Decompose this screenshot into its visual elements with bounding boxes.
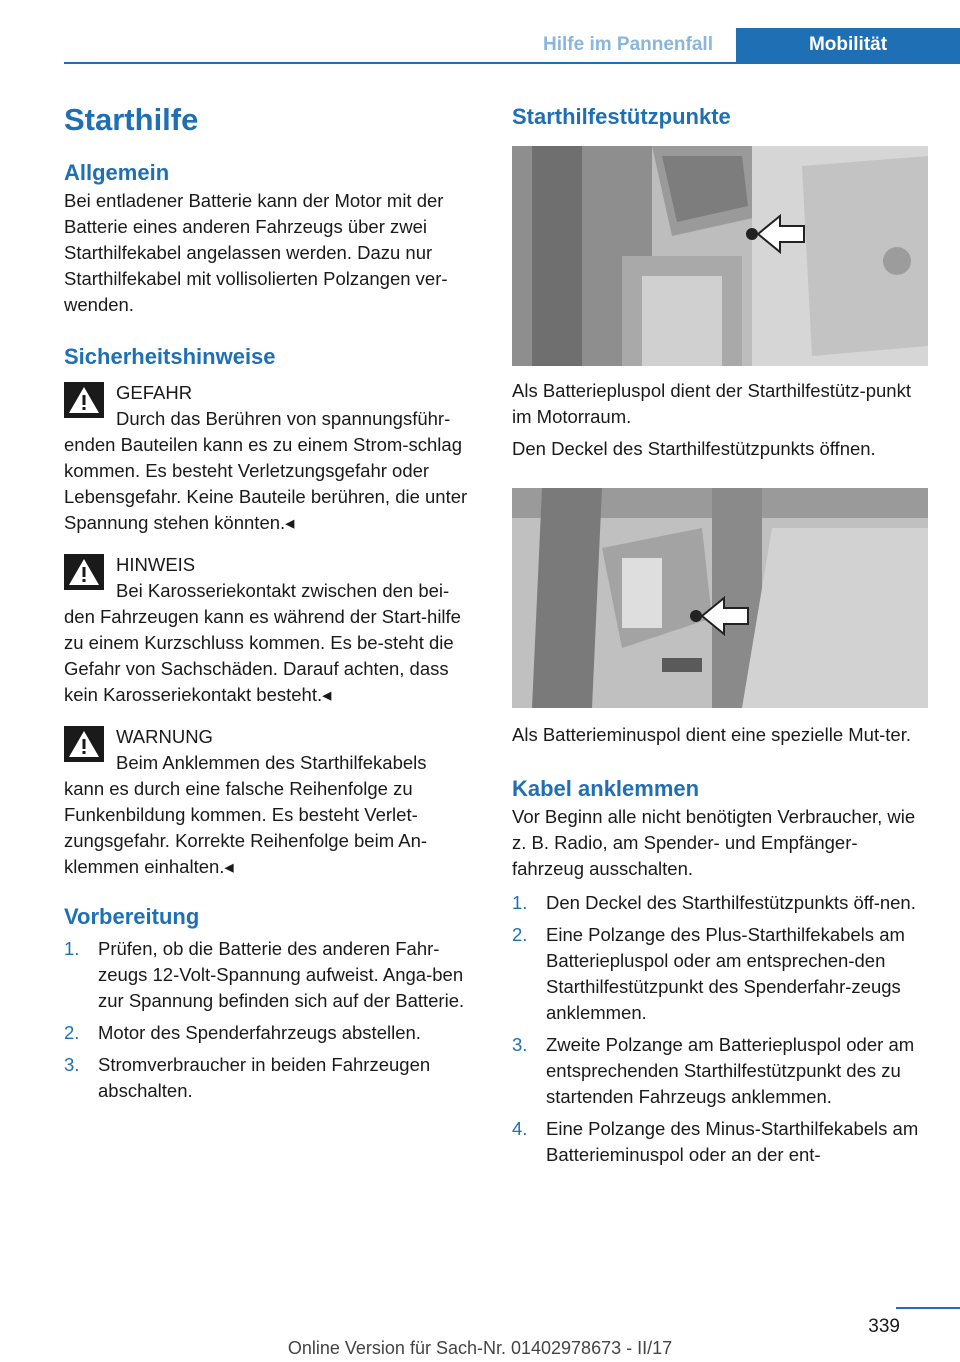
warning-text-first-line: Bei Karosseriekontakt zwischen den bei- xyxy=(116,580,450,601)
warning-gefahr xyxy=(64,380,480,536)
online-version-footer: Online Version für Sach-Nr. 01402978673 - II/17 xyxy=(287,1338,673,1358)
page-title: Starthilfe xyxy=(64,102,199,137)
vorbereitung-steps xyxy=(64,936,480,1104)
engine-bay-photo-minus xyxy=(512,488,928,708)
step-number: 2. xyxy=(512,924,528,945)
heading-kabel-anklemmen: Kabel anklemmen xyxy=(512,776,700,801)
text-allgemein: Bei entladener Batterie kann der Motor mit der Batterie eines anderen Fahrzeugs über zwei Starthilfekabel angelassen werden. Dazu nur Starthilfekabel mit vollisolierten Polzangen ver-wenden. xyxy=(64,190,448,315)
caption-pluspol: Als Batteriepluspol dient der Starthilfestütz-punkt im Motorraum. xyxy=(512,380,911,427)
step-text: Motor des Spenderfahrzeugs abstellen. xyxy=(98,1022,421,1043)
step-number: 1. xyxy=(512,892,528,913)
warning-warnung xyxy=(64,724,480,880)
warning-label: HINWEIS xyxy=(116,554,196,575)
right-column xyxy=(512,102,928,1174)
list-item xyxy=(512,922,928,1026)
engine-bay-photo-plus xyxy=(512,146,928,366)
step-number: 3. xyxy=(512,1034,528,1055)
step-text: Zweite Polzange am Batteriepluspol oder am entsprechenden Starthilfestützpunkt des zu startenden Fahrzeugs anklemmen. xyxy=(546,1034,915,1107)
warning-text-first-line: Beim Anklemmen des Starthilfekabels xyxy=(116,752,427,773)
list-item xyxy=(64,1052,480,1104)
header-divider xyxy=(64,62,960,64)
heading-starthilfestuetzpunkte: Starthilfestützpunkte xyxy=(512,104,731,129)
text-kabel-intro: Vor Beginn alle nicht benötigten Verbraucher, wie z. B. Radio, am Spender- und Empfänger-fahrzeug ausschalten. xyxy=(512,806,916,879)
warning-label: WARNUNG xyxy=(116,726,213,747)
heading-allgemein: Allgemein xyxy=(64,160,170,185)
warning-triangle-icon xyxy=(64,726,104,762)
warning-hinweis xyxy=(64,552,480,708)
step-number: 3. xyxy=(64,1054,80,1075)
warning-triangle-icon xyxy=(64,382,104,418)
warning-text-first-line: Durch das Berühren von spannungsführ- xyxy=(116,408,451,429)
step-text: Prüfen, ob die Batterie des anderen Fahr-zeugs 12-Volt-Spannung aufweist. Anga-ben zur Spannung befinden sich auf der Batterie. xyxy=(98,938,465,1011)
step-number: 2. xyxy=(64,1022,80,1043)
step-number: 4. xyxy=(512,1118,528,1139)
kabel-steps xyxy=(512,890,928,1168)
left-column xyxy=(64,98,480,1110)
list-item xyxy=(512,1116,928,1168)
caption-minuspol: Als Batterieminuspol dient eine spezielle Mut-ter. xyxy=(512,724,911,745)
list-item xyxy=(64,1020,480,1046)
tab-hilfe-im-pannenfall[interactable]: Hilfe im Pannenfall xyxy=(520,28,736,62)
warning-text: kann es durch eine falsche Reihenfolge zu Funkenbildung kommen. Es besteht Verlet-zungsgefahr. Korrekte Reihenfolge beim An-klemmen einhalten.◂ xyxy=(64,778,428,877)
step-text: Eine Polzange des Plus-Starthilfekabels am Batteriepluspol oder am entsprechen-den Starthilfestützpunkt des Spenderfahr-zeugs anklemmen. xyxy=(546,924,905,1023)
list-item xyxy=(64,936,480,1014)
caption-deckel: Den Deckel des Starthilfestützpunkts öffnen. xyxy=(512,438,876,459)
step-text: Eine Polzange des Minus-Starthilfekabels am Batterieminuspol oder an der ent- xyxy=(546,1118,919,1165)
engine-bay-illustration xyxy=(512,488,928,708)
page-number: 339 xyxy=(868,1316,900,1337)
step-text: Stromverbraucher in beiden Fahrzeugen abschalten. xyxy=(98,1054,431,1101)
warning-text: enden Bauteilen kann es zu einem Strom-schlag kommen. Es besteht Verletzungsgefahr oder Lebensgefahr. Keine Bauteile berühren, die unter Spannung stehen könnten.◂ xyxy=(64,434,468,533)
warning-label: GEFAHR xyxy=(116,382,193,403)
step-number: 1. xyxy=(64,938,80,959)
tab-mobilitaet[interactable]: Mobilität xyxy=(736,28,960,62)
warning-triangle-icon xyxy=(64,554,104,590)
page-number-rule xyxy=(896,1307,960,1309)
list-item xyxy=(512,890,928,916)
step-text: Den Deckel des Starthilfestützpunkts öff-nen. xyxy=(546,892,916,913)
heading-vorbereitung: Vorbereitung xyxy=(64,904,200,929)
engine-bay-illustration xyxy=(512,146,928,366)
list-item xyxy=(512,1032,928,1110)
heading-sicherheitshinweise: Sicherheitshinweise xyxy=(64,344,276,369)
warning-text: den Fahrzeugen kann es während der Start-hilfe zu einem Kurzschluss kommen. Es be-steht die Gefahr von Sachschäden. Darauf achten, dass kein Karosseriekontakt besteht.◂ xyxy=(64,606,461,705)
